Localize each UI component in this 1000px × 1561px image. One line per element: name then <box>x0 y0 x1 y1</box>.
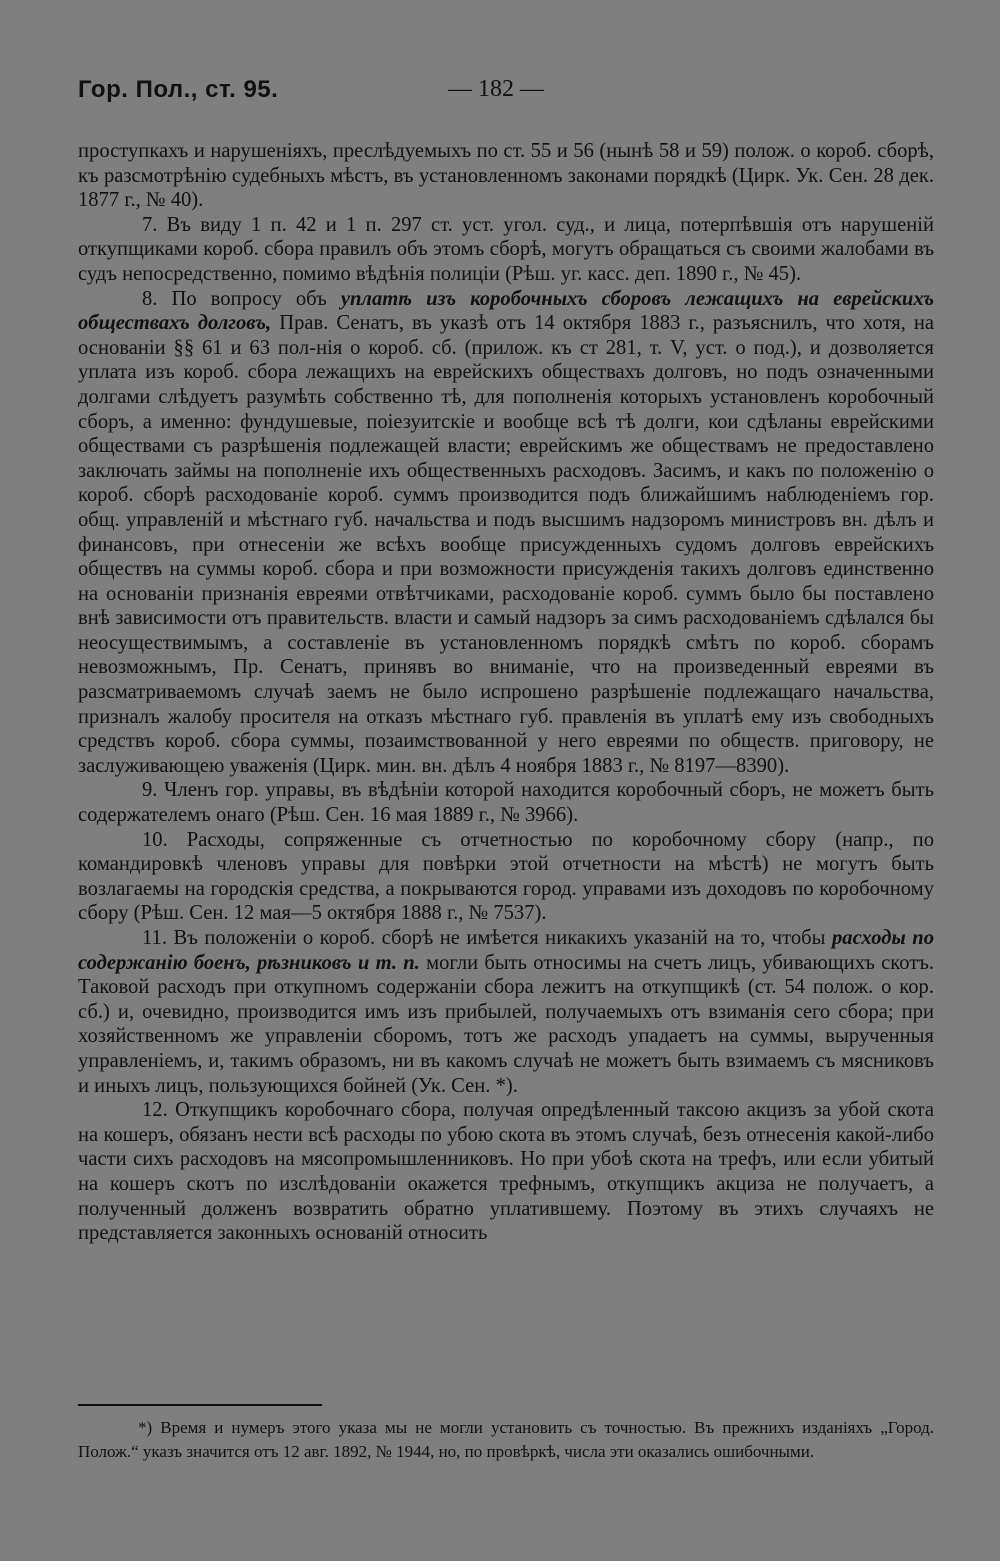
footnote-text: *) Время и нумеръ этого указа мы не могли установить съ точностью. Въ прежнихъ изданіяхъ „Город. Полож.“ указъ значится отъ 12 авг. 1892, № 1944, но, по провѣркѣ, числа эти оказались ошибочными. <box>78 1418 934 1461</box>
paragraph-11-lead: 11. Въ положеніи о короб. сборѣ не имѣется никакихъ указаній на то, чтобы <box>142 927 832 949</box>
paragraph-11 <box>78 926 934 1098</box>
paragraph-continuation: проступкахъ и нарушеніяхъ, преслѣдуемыхъ по ст. 55 и 56 (нынѣ 58 и 59) полож. о короб. сборѣ, къ разсмотрѣнію судебныхъ мѣстъ, въ установленномъ законами порядкѣ (Цирк. Ук. Сен. 28 дек. 1877 г., № 40). <box>78 140 934 212</box>
body-text <box>78 139 934 1246</box>
footnote <box>78 1416 934 1464</box>
paragraph-8-lead: 8. По вопросу объ <box>142 287 341 310</box>
paragraph-10: 10. Расходы, сопряженные съ отчетностью по коробочному сбору (напр., по командировкѣ членовъ управы для повѣрки этой отчетности на мѣстѣ) не могутъ быть возлагаемы на городскія средства, а покрываются город. управами изъ доходовъ по коробочному сбору (Рѣш. Сен. 12 мая—5 октября 1888 г., № 7537). <box>78 828 934 925</box>
page-header <box>78 76 934 112</box>
paragraph-12: 12. Откупщикъ коробочнаго сбора, получая опредѣленный таксою акцизъ за убой скота на кошеръ, обязанъ нести всѣ расходы по убою скота въ этомъ случаѣ, безъ отнесенія какой-либо части сихъ расходовъ на мясопромышленниковъ. Но при убоѣ скота на трефъ, или если убитый на кошеръ скотъ по изслѣдованіи окажется трефнымъ, откупщикъ акциза не получаетъ, а полученный долженъ возвратить обратно уплатившему. Поэтому въ этихъ случаяхъ не представляется законныхъ основаній относить <box>78 1099 934 1245</box>
paragraph-11-emphasis: расходы по содержанію боенъ, рѣзниковъ и т. п. <box>78 927 934 974</box>
paragraph-8 <box>78 287 934 779</box>
paragraph-8-text: Прав. Сенатъ, въ указѣ отъ 14 октября 1883 г., разъяснилъ, что хотя, на основаніи §§ 61 и 63 пол-нія о короб. сб. (прилож. къ ст 281, т. V, уст. о под.), и дозволяется уплата изъ короб. сбора лежащихъ на еврейскихъ обществахъ долговъ, но подъ означенными долгами слѣдуетъ разумѣть собственно тѣ, для пополненія которыхъ установленъ коробочный сборъ, а именно: фундушевые, поіезуитскіе и вообще всѣ тѣ долги, кои сдѣланы еврейскими обществами съ разрѣшенія подлежащей власти; еврейскимъ же обществамъ не предоставлено заключать займы на пополненіе ихъ общественныхъ расходовъ. Засимъ, и какъ по положенію о короб. сборѣ расходованіе короб. суммъ производится подъ ближайшимъ наблюденіемъ гор. общ. управленій и мѣстнаго губ. начальства и подъ высшимъ надзоромъ министровъ вн. дѣлъ и финансовъ, при отнесеніи же всѣхъ вообще присужденныхъ судомъ долговъ еврейскихъ обществъ на суммы короб. сбора и при возможности присужденія такихъ долговъ единственно на основаніи признанія евреями отвѣтчиками, расходованіе короб. суммъ было бы поставлено внѣ зависимости отъ правительств. власти и самый надзоръ за симъ расходованіемъ сдѣлался бы неосуществимымъ, а составленіе въ установленномъ порядкѣ смѣтъ по короб. сборамъ невозможнымъ, Пр. Сенатъ, принявъ во вниманіе, что на произведенный евреями въ разсматриваемомъ случаѣ заемъ не было испрошено разрѣшеніе подлежащаго начальства, призналъ жалобу просителя на отказъ мѣстнаго губ. правленія въ уплатѣ ему изъ свободныхъ средствъ короб. сбора суммы, позаимствованной у него евреями по обществ. приговору, не заслуживающею уваженія (Цирк. мин. вн. дѣлъ 4 ноября 1883 г., № 8197—8390). <box>78 312 935 777</box>
paragraph-8-emphasis: уплатѣ изъ коробочныхъ сборовъ лежащихъ на еврейскихъ обществахъ долговъ, <box>78 287 935 335</box>
paragraph-9: 9. Членъ гор. управы, въ вѣдѣніи которой находится коробочный сборъ, не можетъ быть содержателемъ онаго (Рѣш. Сен. 16 мая 1889 г., № 3966). <box>78 779 934 827</box>
paragraph-11-text: могли быть относимы на счетъ лицъ, убивающихъ скотъ. Таковой расходъ при откупномъ содержаніи сбора лежитъ на откупщикѣ (ст. 54 полож. о кор. сб.) и, очевидно, производится имъ изъ прибылей, получаемыхъ отъ взиманія сего сбора; при хозяйственномъ же управленіи сборомъ, тотъ же расходъ упадаетъ на суммы, вырученныя управленіемъ, и, такимъ образомъ, ни въ какомъ случаѣ не можетъ быть взимаемъ съ мясниковъ и иныхъ лицъ, пользующихся бойней (Ук. Сен. *). <box>78 951 935 1097</box>
footnote-divider <box>78 1404 322 1406</box>
page-number: — 182 — <box>448 76 544 102</box>
paragraph-7: 7. Въ виду 1 п. 42 и 1 п. 297 ст. уст. угол. суд., и лица, потерпѣвшія отъ нарушеній откупщиками короб. сбора правилъ объ этомъ сборѣ, могутъ обращаться съ своими жалобами въ судъ непосредственно, помимо вѣдѣнія полиціи (Рѣш. уг. касс. деп. 1890 г., № 45). <box>78 213 934 285</box>
running-head-section: Гор. Пол., ст. 95. <box>78 76 279 103</box>
